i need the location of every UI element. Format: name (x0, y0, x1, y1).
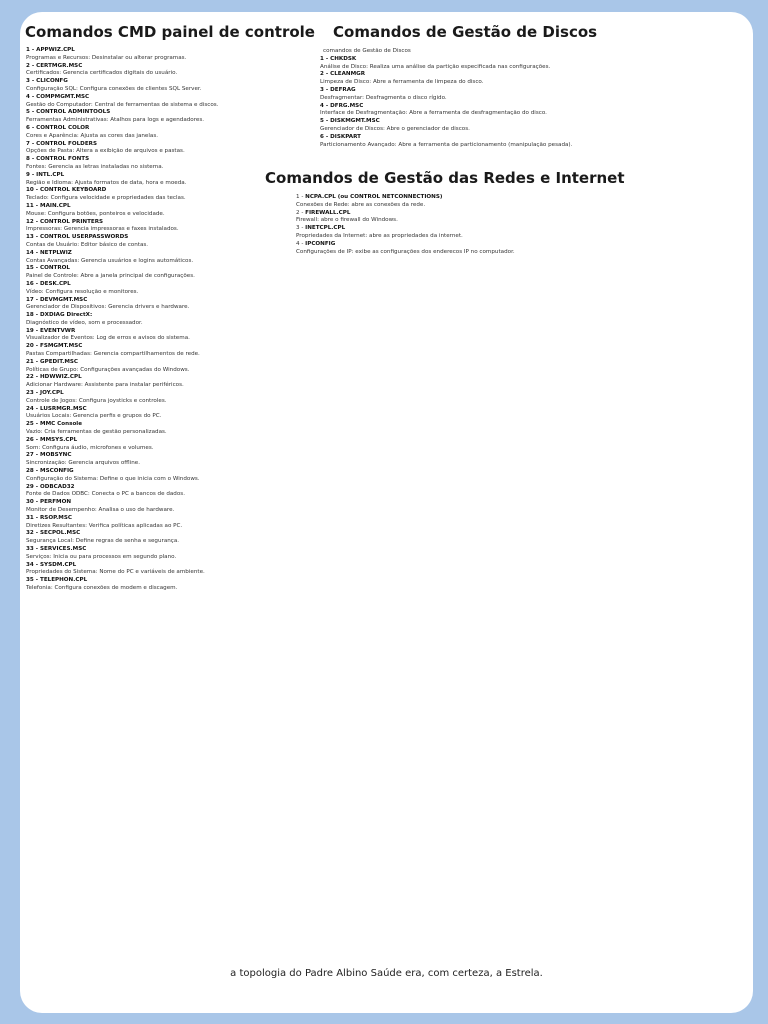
command-name (296, 194, 596, 202)
command-description: Usuários Locais: Gerencia perfis e grupos do PC. (26, 413, 162, 420)
command-description: Ferramentas Administrativas: Atalhos para logs e agendadores. (26, 117, 205, 124)
command-name: 15 - CONTROL (26, 265, 70, 272)
command-name: 19 - EVENTVWR (26, 327, 76, 334)
disk-command-list (320, 48, 620, 149)
command-name: 35 - TELEPHON.CPL (26, 577, 88, 584)
command-name: 28 - MSCONFIG (26, 468, 74, 475)
command-description: Gerenciador de Discos: Abre o gerenciador de discos. (320, 125, 470, 132)
command-description: Particionamento Avançado: Abre a ferramenta de particionamento (manipulação pesada). (320, 141, 573, 148)
command-name: 21 - GPEDIT.MSC (26, 358, 79, 365)
command-number: 3 - (296, 225, 306, 232)
command-name: 4 - DFRG.MSC (320, 102, 364, 109)
command-keyword: FIREWALL.CPL (305, 209, 351, 216)
command-description: Visualizador de Eventos: Log de erros e avisos do sistema. (26, 335, 190, 342)
command-description: Configurações de IP: exibe as configurações dos enderecos IP no computador. (296, 248, 515, 255)
command-description: Teclado: Configura velocidade e propriedades das teclas. (26, 195, 186, 202)
command-name: 13 - CONTROL USERPASSWORDS (26, 234, 129, 241)
command-description: Desfragmentar: Desfragmenta o disco rígido. (320, 94, 447, 101)
command-name: 17 - DEVMGMT.MSC (26, 296, 88, 303)
command-name: 25 - MMC Console (26, 421, 83, 428)
command-name: 14 - NETPLWIZ (26, 249, 72, 256)
command-name: 23 - JOY.CPL (26, 390, 64, 397)
command-keyword: NCPA.CPL (ou CONTROL NETCONNECTIONS) (305, 194, 443, 200)
command-name: 27 - MOBSYNC (26, 452, 72, 459)
command-description: Gestão do Computador: Central de ferramentas de sistema e discos. (26, 101, 219, 108)
command-name: 2 - CLEANMGR (320, 71, 366, 78)
command-number: 1 - (296, 194, 306, 200)
command-name: 2 - CERTMGR.MSC (26, 62, 83, 69)
command-description: Fontes: Gerencia as letras instaladas no sistema. (26, 163, 164, 170)
command-description: Opções de Pasta: Altera a exibição de arquivos e pastas. (26, 148, 185, 155)
command-name: 3 - DEFRAG (320, 86, 356, 93)
command-name: 33 - SERVICES.MSC (26, 546, 87, 552)
command-name (296, 241, 596, 249)
command-description: Configuração SQL: Configura conexões de clientes SQL Server. (26, 85, 202, 92)
command-name: 1 - CHKDSK (320, 55, 357, 62)
command-name: 3 - CLICONFG (26, 78, 68, 85)
command-description: Firewall: abre o firewall do Windows. (296, 217, 398, 224)
page-card (20, 12, 753, 1013)
disk-intro: comandos de Gestão de Discos (323, 48, 411, 54)
command-name: 6 - DISKPART (320, 133, 361, 140)
command-name: 8 - CONTROL FONTS (26, 156, 90, 163)
command-description: Contas de Usuário: Editor básico de contas. (26, 241, 149, 248)
command-name: 7 - CONTROL FOLDERS (26, 140, 97, 147)
command-name: 32 - SECPOL.MSC (26, 530, 81, 537)
command-name: 1 - APPWIZ.CPL (26, 47, 75, 53)
command-name: 18 - DXDIAG DirectX: (26, 312, 93, 319)
command-description: Programas e Recursos: Desinstalar ou alterar programas. (26, 54, 187, 61)
net-command-list (296, 194, 596, 256)
command-description: Segurança Local: Define regras de senha e segurança. (26, 538, 180, 545)
command-description: Configuração do Sistema: Define o que inicia com o Windows. (26, 475, 200, 482)
command-description: Controle de Jogos: Configura joysticks e controles. (26, 397, 167, 404)
command-description: Sincronização: Gerencia arquivos offline. (26, 460, 141, 467)
command-description: Análise de Disco: Realiza uma análise da partição especificada nas configurações. (320, 63, 551, 70)
command-name: 4 - COMPMGMT.MSC (26, 93, 90, 100)
command-description: Diretizes Resultantes: Verifica políticas aplicadas ao PC. (26, 522, 183, 529)
command-name: 5 - DISKMGMT.MSC (320, 118, 380, 125)
command-name: 24 - LUSRMGR.MSC (26, 405, 87, 412)
cmd-command-list (26, 47, 316, 593)
command-description: Interface de Desfragmentação: Abre a ferramenta de desfragmentação do disco. (320, 110, 547, 117)
command-name: 5 - CONTROL ADMINTOOLS (26, 109, 111, 116)
disk-section-title: Comandos de Gestão de Discos (333, 23, 598, 41)
command-name: 10 - CONTROL KEYBOARD (26, 187, 107, 194)
command-description: Serviços: Inicia ou para processos em segundo plano. (26, 553, 177, 560)
command-description: Gerenciador de Dispositivos: Gerencia drivers e hardware. (26, 304, 190, 311)
command-description: Vazio: Cria ferramentas de gestão personalizadas. (26, 429, 167, 436)
command-description: Cores e Aparência: Ajusta as cores das janelas. (26, 132, 159, 139)
command-name (296, 225, 596, 233)
command-description: Diagnóstico de vídeo, som e processador. (26, 319, 143, 326)
command-name: 16 - DESK.CPL (26, 280, 71, 287)
command-name: 29 - ODBCAD32 (26, 483, 75, 490)
command-description: Monitor de Desempenho: Analisa o uso de hardware. (26, 507, 175, 514)
command-name (296, 210, 596, 218)
command-description: Mouse: Configura botões, ponteiros e velocidade. (26, 210, 165, 217)
command-keyword: INETCPL.CPL (305, 225, 346, 232)
command-description: Telefonia: Configura conexões de modem e discagem. (26, 584, 178, 591)
command-number: 2 - (296, 209, 306, 216)
command-number: 4 - (296, 240, 306, 247)
command-name: 34 - SYSDM.CPL (26, 561, 77, 568)
command-description: Painel de Controle: Abre a janela principal de configurações. (26, 273, 195, 280)
command-description: Vídeo: Configura resolução e monitores. (26, 288, 139, 295)
command-description: Som: Configura áudio, microfones e volumes. (26, 444, 154, 451)
command-description: Políticas de Grupo: Configurações avançadas do Windows. (26, 366, 190, 373)
command-name: 6 - CONTROL COLOR (26, 124, 90, 131)
command-description: Fonte de Dados ODBC: Conecta o PC a bancos de dados. (26, 491, 185, 498)
cmd-section-title: Comandos CMD painel de controle (25, 23, 315, 41)
command-keyword: IPCONFIG (305, 240, 336, 247)
command-name: 12 - CONTROL PRINTERS (26, 218, 104, 225)
command-name: 11 - MAIN.CPL (26, 202, 71, 209)
command-name: 30 - PERFMON (26, 499, 72, 506)
command-description: Adicionar Hardware: Assistente para instalar periféricos. (26, 382, 184, 389)
footer-text: a topologia do Padre Albino Saúde era, com certeza, a Estrela. (230, 968, 543, 979)
command-description: Limpeza de Disco: Abre a ferramenta de limpeza do disco. (320, 79, 484, 86)
net-section-title: Comandos de Gestão das Redes e Internet (265, 169, 625, 187)
command-name: 20 - FSMGMT.MSC (26, 343, 83, 350)
command-description: Propriedades da Internet: abre as propriedades da internet. (296, 232, 463, 239)
command-name: 22 - HDWWIZ.CPL (26, 374, 82, 381)
command-description: Pastas Compartilhadas: Gerencia compartilhamentos de rede. (26, 351, 200, 358)
command-description: Conexões de Rede: abre as conexões da rede. (296, 201, 426, 208)
command-description: Impressoras: Gerencia impressoras e faxes instalados. (26, 226, 179, 233)
command-description: Certificados: Gerencia certificados digitais do usuário. (26, 70, 178, 77)
command-name: 31 - RSOP.MSC (26, 514, 72, 521)
command-name: 9 - INTL.CPL (26, 171, 65, 178)
command-description: Contas Avançadas: Gerencia usuários e logins automáticos. (26, 257, 194, 264)
command-description: Região e Idioma: Ajusta formatos de data, hora e moeda. (26, 179, 187, 186)
command-description: Propriedades do Sistema: Nome do PC e variáveis de ambiente. (26, 569, 205, 576)
command-name: 26 - MMSYS.CPL (26, 436, 78, 443)
